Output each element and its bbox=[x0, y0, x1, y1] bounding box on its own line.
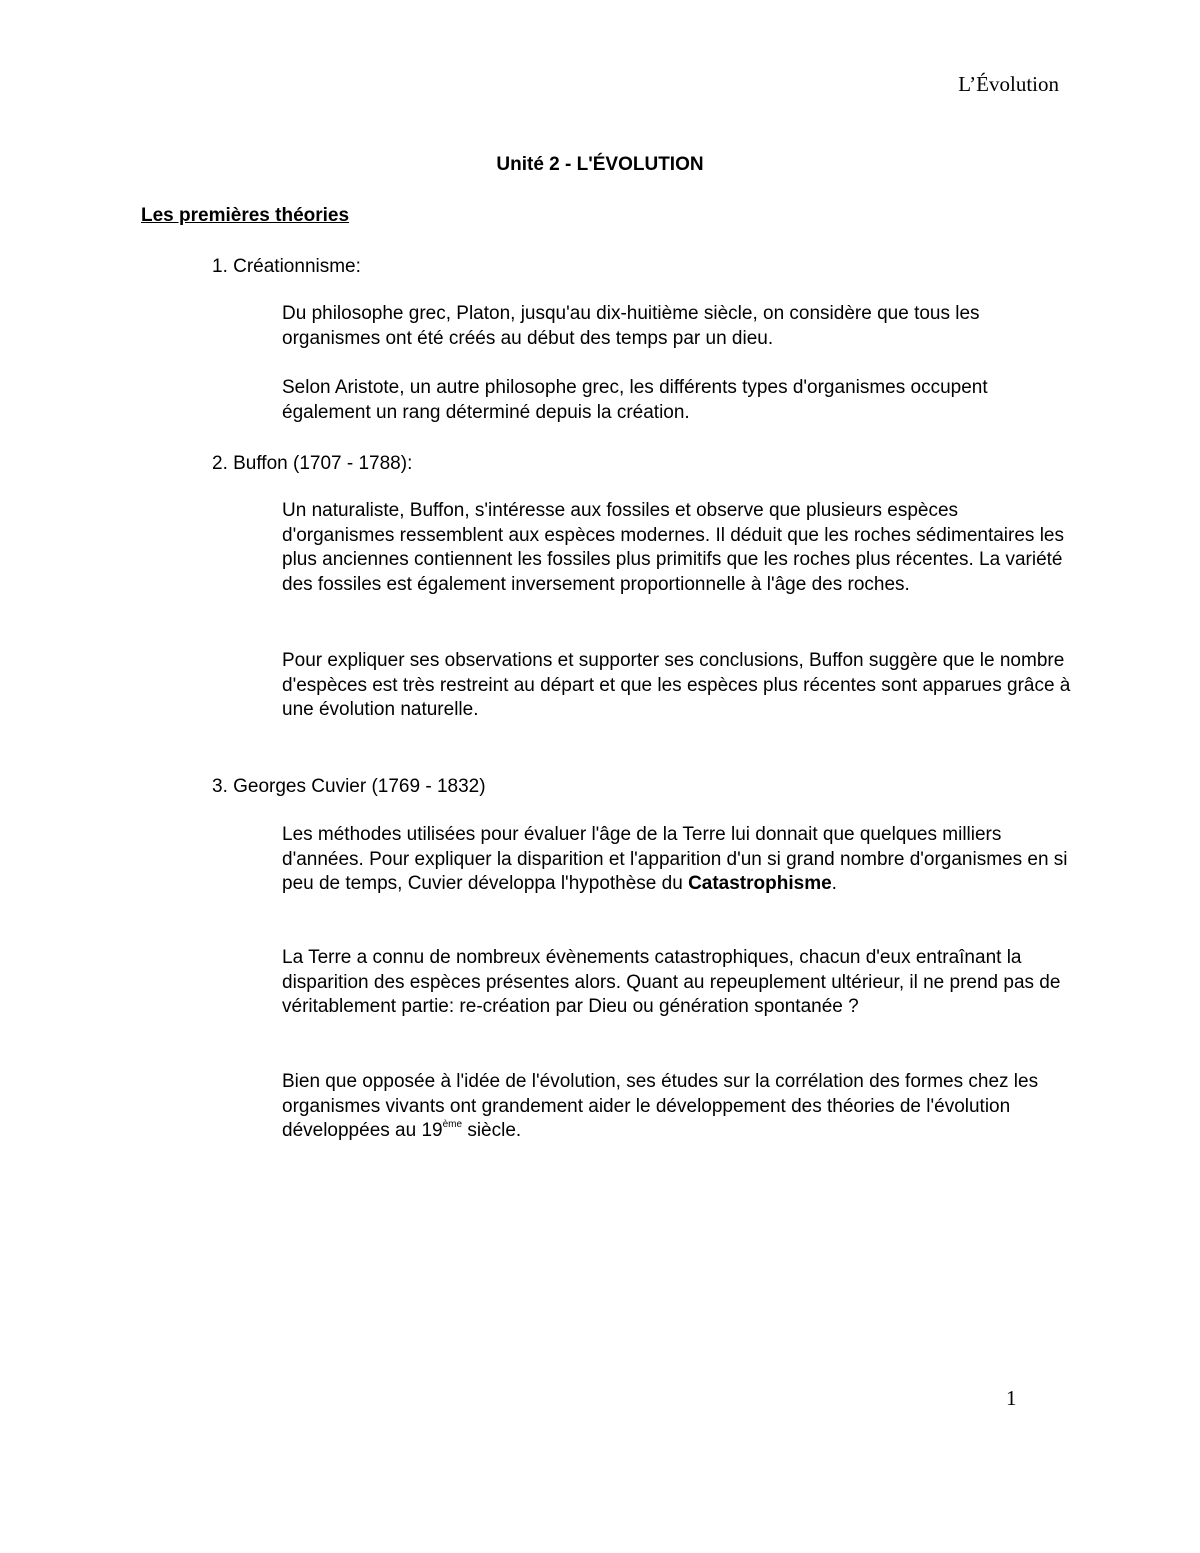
paragraph: Du philosophe grec, Platon, jusqu'au dix-huitième siècle, on considère que tous les organismes ont été créés au début des temps par un dieu. bbox=[282, 303, 980, 349]
paragraph bbox=[282, 1070, 1072, 1144]
section-heading: Les premières théories bbox=[141, 205, 350, 226]
item-heading-creationnisme: 1. Créationnisme: bbox=[212, 256, 361, 277]
item-heading-buffon: 2. Buffon (1707 - 1788): bbox=[212, 453, 413, 474]
paragraph: La Terre a connu de nombreux évènements catastrophiques, chacun d'eux entraînant la disparition des espèces présentes alors. Quant au repeuplement ultérieur, il ne prend pas de véritablement partie: re-création par Dieu ou génération spontanée ? bbox=[282, 947, 1061, 1018]
paragraph-text: . bbox=[831, 873, 837, 895]
page-title: Unité 2 - L'ÉVOLUTION bbox=[496, 154, 704, 175]
paragraph: Un naturaliste, Buffon, s'intéresse aux fossiles et observe que plusieurs espèces d'organismes ressemblent aux espèces modernes. Il déduit que les roches sédimentaires les plus anciennes contiennent les fossiles plus primitifs que les roches plus récentes. La variété des fossiles est également inversement proportionnelle à l'âge des roches. bbox=[282, 500, 1064, 595]
paragraph: Selon Aristote, un autre philosophe grec, les différents types d'organismes occupent également un rang déterminé depuis la création. bbox=[282, 377, 988, 423]
superscript: ème bbox=[442, 1119, 463, 1131]
paragraph: Pour expliquer ses observations et supporter ses conclusions, Buffon suggère que le nombre d'espèces est très restreint au départ et que les espèces plus récentes sont apparues grâce à une évolution naturelle. bbox=[282, 650, 1071, 721]
bold-term: Catastrophisme bbox=[688, 873, 832, 895]
running-header: L’Évolution bbox=[958, 72, 1059, 96]
paragraph-text: Bien que opposée à l'idée de l'évolution, ses études sur la corrélation des formes chez les organismes vivants ont grandement aider le développement des théories de l'évolution développées au 19 bbox=[282, 1071, 1039, 1142]
page-number: 1 bbox=[1006, 1386, 1017, 1410]
paragraph bbox=[282, 823, 1072, 897]
item-heading-cuvier: 3. Georges Cuvier (1769 - 1832) bbox=[212, 776, 486, 797]
paragraph-text: siècle. bbox=[462, 1120, 522, 1142]
paragraph-text: Les méthodes utilisées pour évaluer l'âge de la Terre lui donnait que quelques milliers d'années. Pour expliquer la disparition et l'apparition d'un si grand nombre d'organismes en si peu de temps, Cuvier développa l'hypothèse du bbox=[282, 824, 1068, 895]
